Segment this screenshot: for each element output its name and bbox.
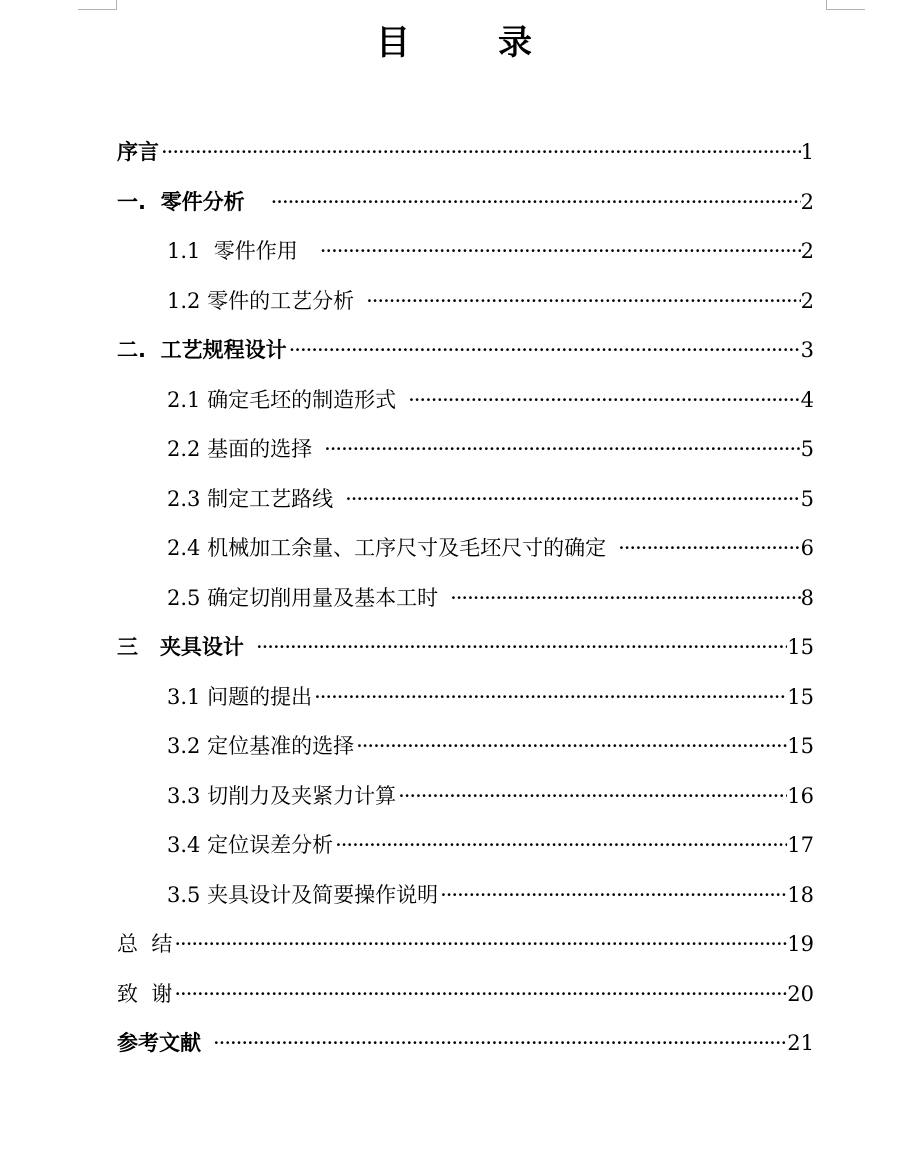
toc-leader-dots: [287, 326, 801, 376]
toc-page-number: 15: [787, 684, 814, 709]
toc-entry-label: 3.5 夹具设计及简要操作说明: [167, 882, 439, 907]
toc-entry-label: 2.4 机械加工余量、工序尺寸及毛坯尺寸的确定: [167, 536, 607, 560]
toc-page-number: 1: [800, 140, 814, 164]
toc-entry-preface[interactable]: [117, 128, 814, 178]
toc-entry-label: 3.1 问题的提出: [167, 684, 313, 709]
toc-leader-dots: [333, 821, 787, 871]
toc-entry-label: 3.4 定位误差分析: [167, 833, 334, 857]
toc-leader-dots: [354, 277, 801, 327]
toc-entry-2-5[interactable]: [117, 574, 814, 624]
toc-entry-label: 3.2 定位基准的选择: [167, 734, 355, 758]
toc-entry-chapter-1[interactable]: [117, 178, 814, 228]
toc-entry-label: 2.1 确定毛坯的制造形式: [167, 387, 397, 412]
toc-leader-dots: [438, 871, 787, 921]
toc-leader-dots: [606, 524, 801, 574]
toc-page-number: 15: [787, 635, 814, 659]
toc-entry-acknowledgements[interactable]: [117, 970, 814, 1020]
toc-leader-dots: [354, 722, 787, 772]
toc-entry-label: 三 夹具设计: [117, 635, 244, 659]
toc-entry-label: 3.3 切削力及夹紧力计算: [167, 783, 397, 808]
toc-leader-dots: [438, 574, 801, 624]
toc-page-number: 6: [800, 536, 814, 560]
toc-page-number: 21: [787, 1031, 814, 1055]
toc-leader-dots: [333, 475, 801, 525]
toc-entry-references[interactable]: [117, 1019, 814, 1069]
toc-entry-chapter-2[interactable]: [117, 326, 814, 376]
toc-entry-label: 致 谢: [117, 981, 173, 1006]
toc-leader-dots: [298, 227, 801, 277]
toc-page-number: 8: [800, 585, 814, 610]
toc-page-number: 15: [787, 734, 814, 758]
toc-entry-label: 2.3 制定工艺路线: [167, 486, 334, 511]
toc-page-number: 18: [787, 882, 814, 907]
toc-entry-2-2[interactable]: [117, 425, 814, 475]
toc-leader-dots: [244, 623, 787, 673]
toc-leader-dots: [172, 970, 787, 1020]
toc-entry-2-3[interactable]: [117, 475, 814, 525]
toc-entry-3-3[interactable]: [117, 772, 814, 822]
toc-page-number: 4: [800, 387, 814, 412]
toc-leader-dots: [312, 673, 787, 723]
page-title: [0, 22, 908, 64]
toc-entry-label: 2.5 确定切削用量及基本工时: [167, 585, 439, 610]
toc-entry-label: 1.1 零件作用: [167, 239, 298, 263]
toc-entry-3-2[interactable]: [117, 722, 814, 772]
toc-leader-dots: [396, 376, 801, 426]
toc-entry-label: 2.2 基面的选择: [167, 437, 313, 461]
toc-leader-dots: [312, 425, 801, 475]
toc-leader-dots: [172, 920, 787, 970]
toc-entry-label: 总 结: [117, 932, 173, 956]
toc-entry-summary[interactable]: [117, 920, 814, 970]
table-of-contents: [117, 128, 814, 1069]
toc-leader-dots: [245, 178, 801, 228]
title-char-1: 目: [376, 23, 410, 63]
toc-entry-3-1[interactable]: [117, 673, 814, 723]
toc-entry-label: 一. 零件分析: [117, 189, 245, 214]
toc-page-number: 3: [800, 338, 814, 362]
crop-mark-left: [78, 0, 117, 10]
toc-entry-2-4[interactable]: [117, 524, 814, 574]
toc-entry-2-1[interactable]: [117, 376, 814, 426]
toc-entry-1-2[interactable]: [117, 277, 814, 327]
toc-page-number: 2: [800, 189, 814, 214]
toc-page-number: 2: [800, 239, 814, 263]
toc-entry-3-4[interactable]: [117, 821, 814, 871]
toc-page-number: 20: [787, 981, 814, 1006]
toc-page-number: 5: [800, 486, 814, 511]
toc-entry-label: 序言: [117, 140, 159, 164]
crop-mark-right: [826, 0, 865, 10]
toc-entry-chapter-3[interactable]: [117, 623, 814, 673]
toc-page-number: 2: [800, 288, 814, 313]
toc-page-number: 5: [800, 437, 814, 461]
toc-page-number: 19: [787, 932, 814, 956]
title-char-2: 录: [498, 23, 532, 63]
toc-leader-dots: [201, 1019, 787, 1069]
toc-leader-dots: [159, 128, 801, 178]
toc-entry-3-5[interactable]: [117, 871, 814, 921]
toc-page-number: 17: [787, 833, 814, 857]
toc-page-number: 16: [787, 783, 814, 808]
toc-entry-label: 1.2 零件的工艺分析: [167, 288, 355, 313]
toc-leader-dots: [396, 772, 787, 822]
toc-entry-label: 二. 工艺规程设计: [117, 338, 287, 362]
toc-entry-label: 参考文献: [117, 1031, 201, 1055]
toc-entry-1-1[interactable]: [117, 227, 814, 277]
